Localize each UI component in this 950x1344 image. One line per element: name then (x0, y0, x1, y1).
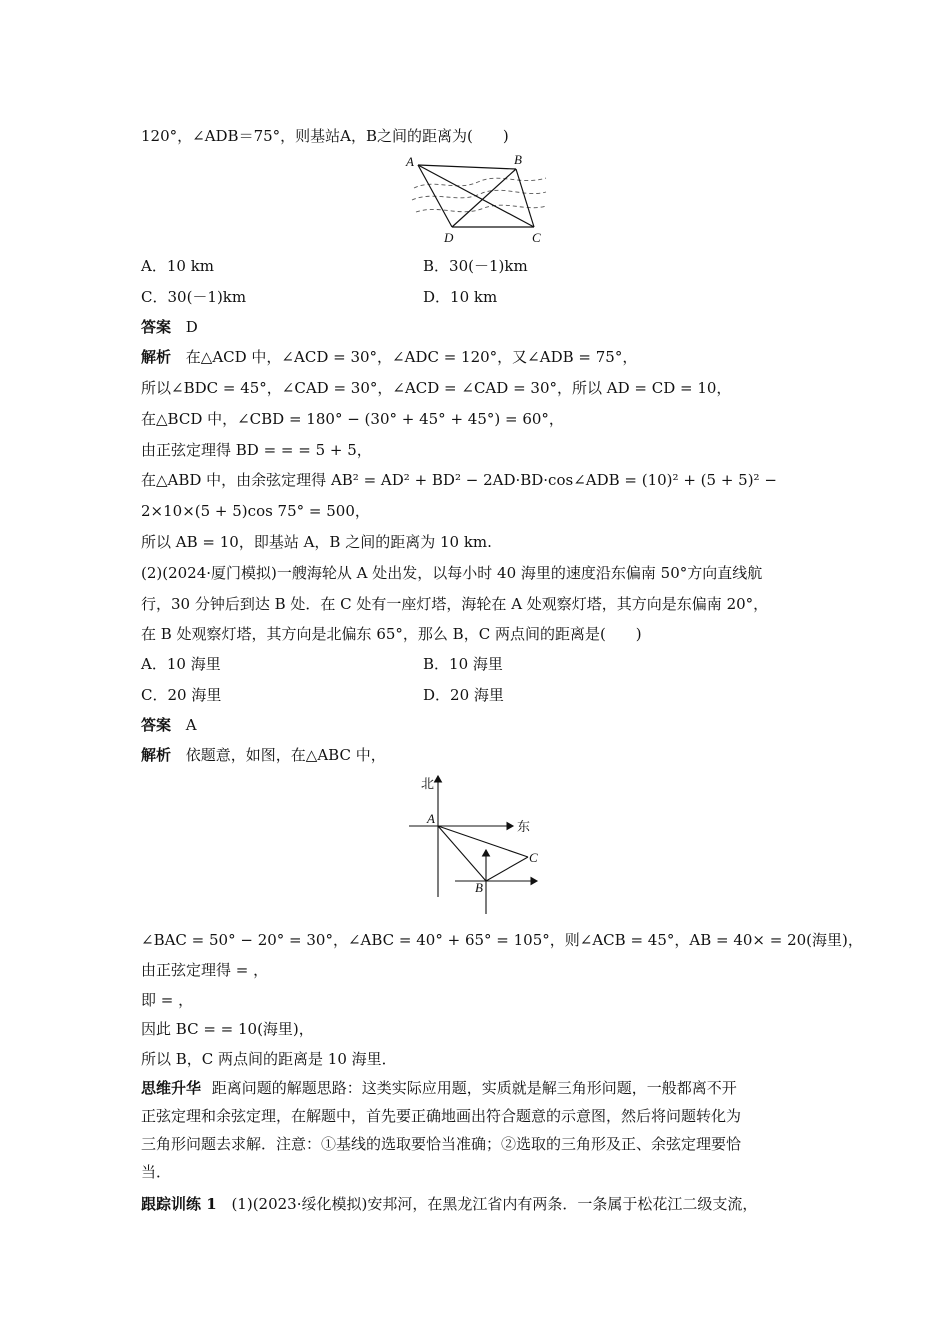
label-A: A (406, 154, 414, 169)
q2-analysis-line: 由正弦定理得 = ， (141, 961, 269, 979)
q2-option-d: D．20 海里 (423, 686, 504, 704)
thinking-row-0 (141, 1078, 811, 1098)
thinking-line: 距离问题的解题思路：这类实际应用题，实质就是解三角形问题，一般都离不开 (211, 1079, 737, 1097)
q1-option-c: C．30(－1)km (141, 288, 247, 306)
q2-option-b: B．10 海里 (423, 655, 503, 673)
q2-analysis-line: ∠BAC = 50° − 20° = 30°，∠ABC = 40° + 65° = 105°，则∠ACB = 45°，AB = 40× = 20(海里)， (141, 931, 863, 949)
q2-option-c: C．20 海里 (141, 686, 222, 704)
label-A: A (427, 811, 435, 826)
q1-analysis-line: 由正弦定理得 BD = = = 5 + 5， (141, 441, 372, 459)
q1-analysis-line: 所以∠BDC = 45°，∠CAD = 30°，∠ACD = ∠CAD = 30°，所以 AD = CD = 10， (141, 379, 732, 397)
label-C: C (529, 850, 538, 865)
thinking-line: 当． (141, 1163, 172, 1181)
q2-figure (405, 772, 545, 917)
segment-AB (418, 165, 516, 169)
q2-analysis-line: 所以 B，C 两点间的距离是 10 海里． (141, 1050, 397, 1068)
q1-analysis-label: 解析 (141, 348, 172, 366)
q1-option-a: A．10 km (141, 257, 215, 275)
practice-text: (1)(2023·绥化模拟)安邦河，在黑龙江省内有两条．一条属于松花江二级支流， (231, 1195, 758, 1213)
q2-analysis-label: 解析 (141, 746, 172, 764)
q1-option-b: B．30(－1)km (423, 257, 528, 275)
label-B: B (475, 880, 483, 895)
q1-figure (400, 152, 550, 248)
thinking-label: 思维升华 (141, 1079, 202, 1097)
q1-analysis-row-0 (141, 347, 811, 367)
q1-analysis-line: 2×10×(5 + 5)cos 75° = 500， (141, 502, 370, 520)
q1-option-d: D．10 km (423, 288, 498, 306)
label-east: 东 (517, 820, 531, 835)
q2-stem-line: 在 B 处观察灯塔，其方向是北偏东 65°，那么 B，C 两点间的距离是( ) (141, 625, 642, 643)
thinking-line: 三角形问题去求解．注意：①基线的选取要恰当准确；②选取的三角形及正、余弦定理要恰 (141, 1135, 742, 1153)
q2-option-a: A．10 海里 (141, 655, 221, 673)
segment-BC (486, 857, 528, 881)
river-line-3 (416, 205, 546, 212)
q2-answer-label: 答案 (141, 716, 172, 734)
q1-answer-value: D (185, 318, 198, 336)
label-B: B (514, 152, 522, 167)
q2-answer-row (141, 715, 811, 735)
label-north: 北 (421, 777, 435, 792)
q1-analysis-line: 所以 AB = 10，即基站 A，B 之间的距离为 10 km. (141, 533, 492, 551)
q2-analysis-line: 即 = ， (141, 991, 194, 1009)
q2-analysis-row-0 (141, 745, 811, 765)
river-line-1 (414, 178, 546, 188)
q1-analysis-line: 在△ACD 中，∠ACD = 30°，∠ADC = 120°，又∠ADB = 75°， (185, 348, 638, 366)
q2-stem-line: 行，30 分钟后到达 B 处．在 C 处有一座灯塔，海轮在 A 处观察灯塔，其方向是东偏南 20°， (141, 595, 769, 613)
q1-answer-row (141, 317, 811, 337)
q2-analysis-intro: 依题意，如图，在△ABC 中， (185, 746, 386, 764)
q2-analysis-line: 因此 BC = = 10(海里)， (141, 1020, 314, 1038)
practice-row (141, 1194, 811, 1214)
q2-answer-value: A (185, 716, 197, 734)
q2-stem-line: (2)(2024·厦门模拟)一艘海轮从 A 处出发，以每小时 40 海里的速度沿东偏南 50°方向直线航 (141, 564, 763, 582)
q1-answer-label: 答案 (141, 318, 172, 336)
thinking-line: 正弦定理和余弦定理，在解题中，首先要正确地画出符合题意的示意图，然后将问题转化为 (141, 1107, 742, 1125)
q1-intro: 120°，∠ADB＝75°，则基站A，B之间的距离为( ) (141, 127, 509, 145)
practice-label: 跟踪训练 1 (141, 1195, 217, 1213)
q1-analysis-line: 在△ABD 中，由余弦定理得 AB² = AD² + BD² − 2AD·BD·cos∠ADB = (10)² + (5 + 5)² − (141, 471, 777, 489)
label-C: C (532, 230, 541, 245)
label-D: D (444, 230, 454, 245)
q1-analysis-line: 在△BCD 中，∠CBD = 180° − (30° + 45° + 45°) = 60°， (141, 410, 564, 428)
